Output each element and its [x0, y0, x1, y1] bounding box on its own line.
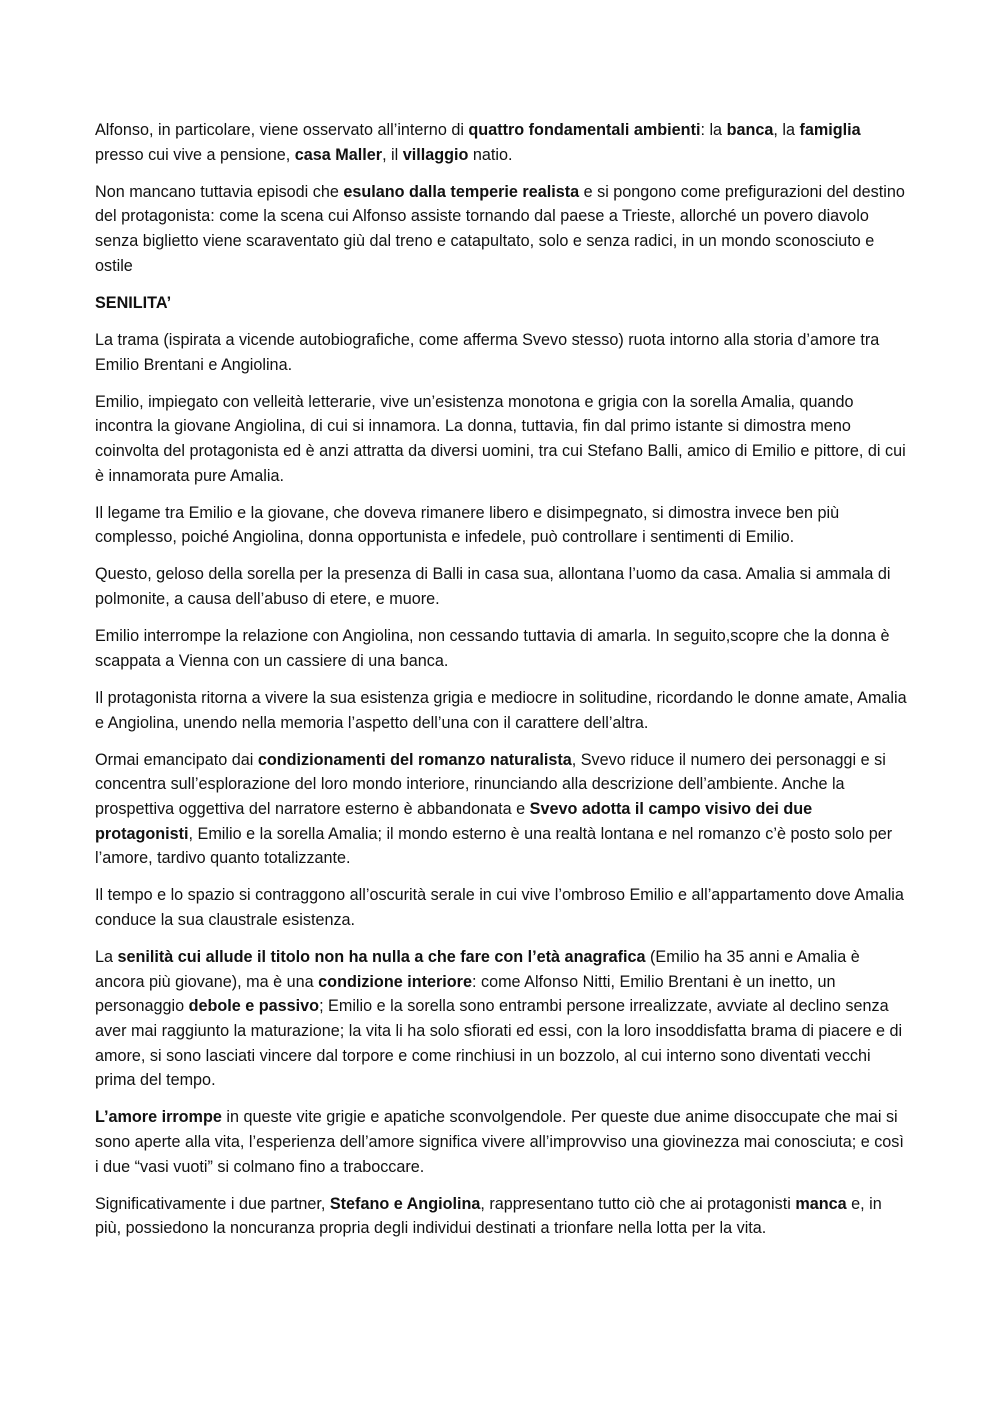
text-run: e, in più, possiedono la noncuranza propria degli individui destinati a trionfare nella lotta per la vita. [95, 1194, 882, 1238]
text-run: : come Alfonso Nitti, Emilio Brentani è un inetto, un personaggio [95, 972, 836, 1016]
section-heading [95, 291, 907, 316]
text-run: , rappresentano tutto ciò che ai protagonisti [480, 1194, 796, 1213]
bold-text-run: casa Maller [294, 145, 383, 164]
heading-text: SENILITA’ [95, 293, 172, 312]
bold-text-run: banca [726, 121, 774, 139]
text-run: La trama (ispirata a vicende autobiografiche, come afferma Svevo stesso) ruota intorno alla storia d’amore tra Emilio Brentani e Angiolina. [95, 330, 880, 374]
paragraph [95, 180, 907, 278]
bold-text-run: senilità cui allude il titolo non ha nulla a che fare con l’età anagrafica [117, 948, 646, 967]
paragraph [95, 1105, 907, 1179]
paragraph [95, 562, 907, 611]
paragraph [95, 945, 907, 1093]
text-run: Il protagonista ritorna a vivere la sua esistenza grigia e mediocre in solitudine, ricordando le donne amate, Amalia e Angiolina, unendo nella memoria l’aspetto dell’una con il carattere dell’altra. [95, 689, 907, 732]
bold-text-run: quattro fondamentali ambienti [468, 121, 701, 139]
text-run: Alfonso, in particolare, viene osservato all’interno di [95, 121, 469, 139]
text-run: presso cui vive a pensione, [95, 145, 295, 164]
text-run: (Emilio ha 35 anni e Amalia è ancora più giovane), ma è una [95, 948, 860, 991]
text-run: Ormai emancipato dai [95, 750, 258, 769]
bold-text-run: Stefano e Angiolina [329, 1194, 481, 1213]
text-run: Emilio interrompe la relazione con Angiolina, non cessando tuttavia di amarla. In seguito,scopre che la donna è scappata a Vienna con un cassiere di una banca. [95, 627, 890, 670]
paragraph [95, 748, 907, 871]
text-run: , il [382, 145, 403, 164]
bold-text-run: villaggio [402, 145, 469, 164]
bold-text-run: condizione interiore [318, 972, 472, 991]
text-run: Significativamente i due partner, [95, 1194, 330, 1213]
bold-text-run: L’amore irrompe [95, 1108, 222, 1127]
paragraph [95, 118, 907, 167]
text-run: Il tempo e lo spazio si contraggono all’oscurità serale in cui vive l’ombroso Emilio e all’appartamento dove Amalia conduce la sua claustrale esistenza. [95, 886, 904, 929]
paragraph [95, 501, 907, 550]
text-run: Emilio, impiegato con velleità letterarie, vive un’esistenza monotona e grigia con la sorella Amalia, quando incontra la giovane Angiolina, di cui si innamora. La donna, tuttavia, fin dal primo istante si dimostra meno coinvolta del protagonista ed è anzi attratta da diversi uomini, tra cui Stefano Balli, amico di Emilio e pittore, di cui è innamorata pure Amalia. [95, 392, 906, 485]
text-run: ; Emilio e la sorella sono entrambi persone irrealizzate, avviate al declino senza aver mai raggiunto la maturazione; la vita li ha solo sfiorati ed essi, con la loro insoddisfatta brama di piacere e di amore, si sono lasciati vincere dal torpore e come rinchiusi in un bozzolo, al cui interno sono diventati vecchi prima del tempo. [95, 997, 903, 1090]
paragraph [95, 390, 907, 488]
text-run: La [95, 948, 118, 967]
paragraph [95, 1192, 907, 1241]
paragraph [95, 883, 907, 932]
bold-text-run: debole e passivo [188, 997, 320, 1016]
text-run: , la [773, 121, 800, 139]
text-run: in queste vite grigie e apatiche sconvolgendole. Per queste due anime disoccupate che mai si sono aperte alla vita, l’esperienza dell’amore significa vivere all’improvviso una giovinezza mai conosciuta; e così i due “vasi vuoti” si colmano fino a traboccare. [95, 1108, 904, 1176]
text-run: Il legame tra Emilio e la giovane, che doveva rimanere libero e disimpegnato, si dimostra invece ben più complesso, poiché Angiolina, donna opportunista e infedele, può controllare i sentimenti di Emilio. [95, 503, 840, 547]
paragraph [95, 624, 907, 673]
text-run: e si pongono come prefigurazioni del destino del protagonista: come la scena cui Alfonso assiste tornando dal paese a Trieste, allorché un povero diavolo senza biglietto viene scaraventato giù dal treno e catapultato, solo e senza radici, in un mondo sconosciuto e ostile [95, 182, 905, 275]
text-run: Non mancano tuttavia episodi che [95, 182, 344, 201]
bold-text-run: manca [795, 1194, 847, 1213]
text-run: , Emilio e la sorella Amalia; il mondo esterno è una realtà lontana e nel romanzo c’è posto solo per l’amore, tardivo quanto totalizzante. [95, 824, 893, 868]
bold-text-run: Svevo adotta il campo visivo dei due protagonisti [95, 800, 813, 843]
bold-text-run: famiglia [799, 121, 861, 139]
document-page [95, 118, 907, 1253]
paragraph [95, 686, 907, 735]
text-run: : la [700, 121, 727, 139]
text-run: , Svevo riduce il numero dei personaggi e si concentra sull’esplorazione del loro mondo interiore, rinunciando alla descrizione dell’ambiente. Anche la prospettiva oggettiva del narratore esterno è abbandonata e [95, 750, 886, 818]
bold-text-run: condizionamenti del romanzo naturalista [257, 750, 572, 769]
text-run: natio. [468, 145, 513, 164]
bold-text-run: esulano dalla temperie realista [343, 182, 580, 201]
paragraph [95, 328, 907, 377]
text-run: Questo, geloso della sorella per la presenza di Balli in casa sua, allontana l’uomo da casa. Amalia si ammala di polmonite, a causa dell’abuso di etere, e muore. [95, 565, 891, 609]
